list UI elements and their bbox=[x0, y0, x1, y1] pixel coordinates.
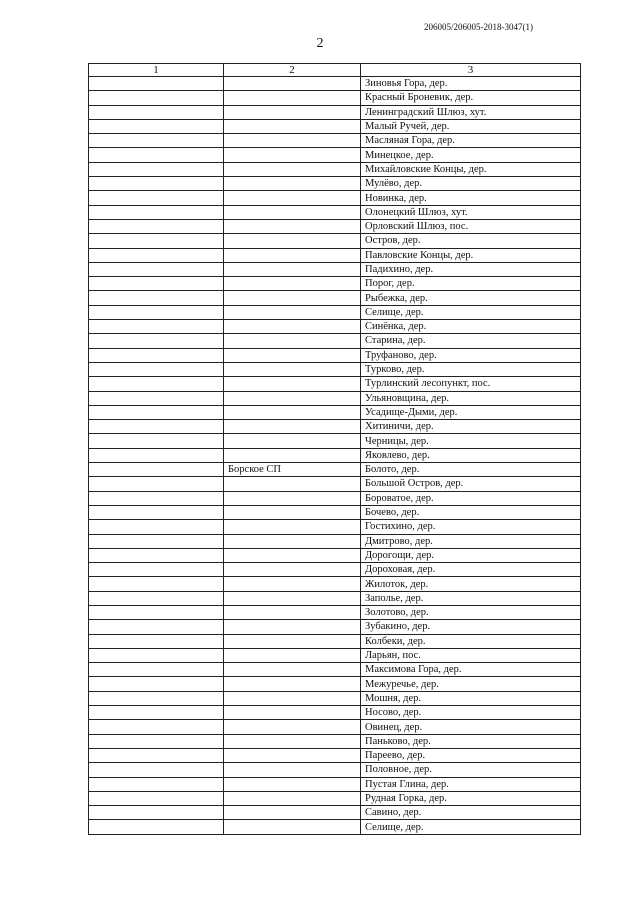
table-cell-col3: Савино, дер. bbox=[361, 806, 581, 820]
table-cell-col1 bbox=[89, 791, 224, 805]
table-cell-col3: Дорогощи, дер. bbox=[361, 548, 581, 562]
table-row bbox=[89, 620, 581, 634]
table-row bbox=[89, 505, 581, 519]
table-row bbox=[89, 191, 581, 205]
table-cell-col1 bbox=[89, 448, 224, 462]
table-cell-col1 bbox=[89, 605, 224, 619]
table-cell-col3: Турково, дер. bbox=[361, 362, 581, 376]
table-row bbox=[89, 577, 581, 591]
table-cell-col3: Максимова Гора, дер. bbox=[361, 663, 581, 677]
table-cell-col3: Зубакино, дер. bbox=[361, 620, 581, 634]
table-cell-col1 bbox=[89, 734, 224, 748]
table-cell-col1 bbox=[89, 219, 224, 233]
table-cell-col1 bbox=[89, 362, 224, 376]
table-row bbox=[89, 706, 581, 720]
table-row bbox=[89, 248, 581, 262]
table-cell-col3: Черницы, дер. bbox=[361, 434, 581, 448]
table-cell-col2 bbox=[224, 248, 361, 262]
column-header-3: 3 bbox=[361, 64, 581, 77]
table-cell-col3: Малый Ручей, дер. bbox=[361, 119, 581, 133]
table-row bbox=[89, 548, 581, 562]
table-cell-col3: Новинка, дер. bbox=[361, 191, 581, 205]
table-cell-col2 bbox=[224, 648, 361, 662]
table-cell-col2 bbox=[224, 734, 361, 748]
table-cell-col1 bbox=[89, 577, 224, 591]
table-row bbox=[89, 448, 581, 462]
table-cell-col1 bbox=[89, 563, 224, 577]
table-row bbox=[89, 305, 581, 319]
table-cell-col3: Порог, дер. bbox=[361, 277, 581, 291]
table-cell-col1 bbox=[89, 663, 224, 677]
table-cell-col1 bbox=[89, 706, 224, 720]
table-row bbox=[89, 663, 581, 677]
table-cell-col1 bbox=[89, 291, 224, 305]
table-cell-col1 bbox=[89, 634, 224, 648]
table-cell-col3: Селище, дер. bbox=[361, 820, 581, 834]
table-cell-col2 bbox=[224, 720, 361, 734]
table-row bbox=[89, 777, 581, 791]
table-cell-col3: Заполье, дер. bbox=[361, 591, 581, 605]
table-row bbox=[89, 148, 581, 162]
table-cell-col2 bbox=[224, 491, 361, 505]
table-cell-col3: Олонецкий Шлюз, хут. bbox=[361, 205, 581, 219]
table-cell-col2 bbox=[224, 320, 361, 334]
table-cell-col2 bbox=[224, 148, 361, 162]
table-cell-col1 bbox=[89, 420, 224, 434]
table-cell-col2 bbox=[224, 205, 361, 219]
table-cell-col2 bbox=[224, 134, 361, 148]
table-cell-col3: Рыбежка, дер. bbox=[361, 291, 581, 305]
table-row bbox=[89, 420, 581, 434]
table-row bbox=[89, 477, 581, 491]
table-cell-col2 bbox=[224, 677, 361, 691]
table-cell-col1 bbox=[89, 305, 224, 319]
table-cell-col3: Старина, дер. bbox=[361, 334, 581, 348]
table-cell-col1 bbox=[89, 777, 224, 791]
table-cell-col3: Пареево, дер. bbox=[361, 748, 581, 762]
table-cell-col1 bbox=[89, 820, 224, 834]
table-cell-col1 bbox=[89, 648, 224, 662]
table-cell-col3: Павловские Концы, дер. bbox=[361, 248, 581, 262]
table-cell-col3: Ларьян, пос. bbox=[361, 648, 581, 662]
table-cell-col2 bbox=[224, 191, 361, 205]
table-row bbox=[89, 563, 581, 577]
settlements-table bbox=[88, 63, 581, 835]
table-cell-col2 bbox=[224, 748, 361, 762]
column-header-2: 2 bbox=[224, 64, 361, 77]
table-cell-col1 bbox=[89, 806, 224, 820]
table-cell-col2 bbox=[224, 262, 361, 276]
table-cell-col2 bbox=[224, 534, 361, 548]
table-cell-col3: Паньково, дер. bbox=[361, 734, 581, 748]
table-row bbox=[89, 377, 581, 391]
table-cell-col3: Большой Остров, дер. bbox=[361, 477, 581, 491]
table-row bbox=[89, 691, 581, 705]
table-cell-col2 bbox=[224, 577, 361, 591]
table-cell-col3: Минецкое, дер. bbox=[361, 148, 581, 162]
table-row bbox=[89, 605, 581, 619]
table-row bbox=[89, 391, 581, 405]
table-cell-col2: Борское СП bbox=[224, 463, 361, 477]
table-row bbox=[89, 262, 581, 276]
table-cell-col3: Яковлево, дер. bbox=[361, 448, 581, 462]
table-cell-col1 bbox=[89, 277, 224, 291]
table-cell-col3: Усадище-Дыми, дер. bbox=[361, 405, 581, 419]
table-cell-col1 bbox=[89, 320, 224, 334]
table-cell-col2 bbox=[224, 605, 361, 619]
table-cell-col3: Михайловские Концы, дер. bbox=[361, 162, 581, 176]
table-cell-col3: Гостихино, дер. bbox=[361, 520, 581, 534]
table-cell-col2 bbox=[224, 334, 361, 348]
table-cell-col3: Дмитрово, дер. bbox=[361, 534, 581, 548]
table-cell-col3: Красный Броневик, дер. bbox=[361, 91, 581, 105]
table-cell-col1 bbox=[89, 377, 224, 391]
table-cell-col1 bbox=[89, 548, 224, 562]
table-row bbox=[89, 362, 581, 376]
table-row bbox=[89, 591, 581, 605]
table-cell-col2 bbox=[224, 820, 361, 834]
table-cell-col3: Труфаново, дер. bbox=[361, 348, 581, 362]
table-cell-col2 bbox=[224, 177, 361, 191]
table-cell-col3: Рудная Горка, дер. bbox=[361, 791, 581, 805]
table-cell-col3: Носово, дер. bbox=[361, 706, 581, 720]
table-cell-col2 bbox=[224, 448, 361, 462]
table-cell-col2 bbox=[224, 591, 361, 605]
table-cell-col1 bbox=[89, 348, 224, 362]
table-cell-col3: Болото, дер. bbox=[361, 463, 581, 477]
table-cell-col2 bbox=[224, 391, 361, 405]
table-cell-col1 bbox=[89, 520, 224, 534]
table-cell-col2 bbox=[224, 277, 361, 291]
table-cell-col2 bbox=[224, 634, 361, 648]
column-header-1: 1 bbox=[89, 64, 224, 77]
table-cell-col2 bbox=[224, 563, 361, 577]
table-cell-col1 bbox=[89, 505, 224, 519]
table-row bbox=[89, 162, 581, 176]
table-row bbox=[89, 348, 581, 362]
table-row bbox=[89, 177, 581, 191]
table-header-row bbox=[89, 64, 581, 77]
table-row bbox=[89, 405, 581, 419]
table-cell-col1 bbox=[89, 391, 224, 405]
table-row bbox=[89, 734, 581, 748]
table-cell-col1 bbox=[89, 148, 224, 162]
table-cell-col2 bbox=[224, 763, 361, 777]
table-cell-col1 bbox=[89, 477, 224, 491]
table-cell-col2 bbox=[224, 405, 361, 419]
table-cell-col3: Жилоток, дер. bbox=[361, 577, 581, 591]
table-cell-col2 bbox=[224, 420, 361, 434]
table-body bbox=[89, 64, 581, 835]
table-cell-col2 bbox=[224, 377, 361, 391]
table-cell-col2 bbox=[224, 77, 361, 91]
table-cell-col1 bbox=[89, 105, 224, 119]
table-cell-col3: Ульяновщина, дер. bbox=[361, 391, 581, 405]
table-cell-col3: Ленинградский Шлюз, хут. bbox=[361, 105, 581, 119]
table-cell-col1 bbox=[89, 334, 224, 348]
table-row bbox=[89, 534, 581, 548]
table-row bbox=[89, 291, 581, 305]
table-cell-col1 bbox=[89, 191, 224, 205]
table-row bbox=[89, 205, 581, 219]
table-cell-col1 bbox=[89, 534, 224, 548]
table-cell-col1 bbox=[89, 177, 224, 191]
table-cell-col1 bbox=[89, 77, 224, 91]
table-cell-col2 bbox=[224, 305, 361, 319]
table-cell-col3: Половное, дер. bbox=[361, 763, 581, 777]
table-cell-col3: Зиновья Гора, дер. bbox=[361, 77, 581, 91]
table-cell-col2 bbox=[224, 548, 361, 562]
table-row bbox=[89, 648, 581, 662]
table-cell-col1 bbox=[89, 763, 224, 777]
table-cell-col1 bbox=[89, 162, 224, 176]
table-cell-col2 bbox=[224, 620, 361, 634]
table-cell-col2 bbox=[224, 291, 361, 305]
table-row bbox=[89, 806, 581, 820]
table-cell-col2 bbox=[224, 162, 361, 176]
table-cell-col3: Бочево, дер. bbox=[361, 505, 581, 519]
table-cell-col3: Масляная Гора, дер. bbox=[361, 134, 581, 148]
table-cell-col1 bbox=[89, 720, 224, 734]
table-cell-col1 bbox=[89, 405, 224, 419]
table-cell-col1 bbox=[89, 677, 224, 691]
table-row bbox=[89, 634, 581, 648]
table-cell-col2 bbox=[224, 706, 361, 720]
table-row bbox=[89, 134, 581, 148]
table-row bbox=[89, 334, 581, 348]
table-cell-col1 bbox=[89, 248, 224, 262]
table-row bbox=[89, 219, 581, 233]
table-row bbox=[89, 91, 581, 105]
table-row bbox=[89, 105, 581, 119]
table-cell-col1 bbox=[89, 234, 224, 248]
table-cell-col3: Селище, дер. bbox=[361, 305, 581, 319]
table-row bbox=[89, 434, 581, 448]
table-row bbox=[89, 77, 581, 91]
table-cell-col2 bbox=[224, 520, 361, 534]
table-row bbox=[89, 119, 581, 133]
table-row bbox=[89, 820, 581, 834]
table-cell-col3: Пустая Глина, дер. bbox=[361, 777, 581, 791]
table-cell-col2 bbox=[224, 91, 361, 105]
table-row bbox=[89, 234, 581, 248]
table-cell-col1 bbox=[89, 463, 224, 477]
table-cell-col3: Мулёво, дер. bbox=[361, 177, 581, 191]
table-cell-col2 bbox=[224, 777, 361, 791]
table-cell-col2 bbox=[224, 119, 361, 133]
table-cell-col2 bbox=[224, 691, 361, 705]
table-row bbox=[89, 763, 581, 777]
table-cell-col3: Синёнка, дер. bbox=[361, 320, 581, 334]
table-row bbox=[89, 677, 581, 691]
table-cell-col2 bbox=[224, 105, 361, 119]
table-cell-col2 bbox=[224, 234, 361, 248]
table-cell-col2 bbox=[224, 219, 361, 233]
table-cell-col2 bbox=[224, 362, 361, 376]
table-row bbox=[89, 748, 581, 762]
table-row bbox=[89, 277, 581, 291]
table-row bbox=[89, 491, 581, 505]
table-cell-col2 bbox=[224, 348, 361, 362]
table-cell-col2 bbox=[224, 791, 361, 805]
table-cell-col1 bbox=[89, 205, 224, 219]
table-cell-col3: Колбеки, дер. bbox=[361, 634, 581, 648]
table-cell-col3: Золотово, дер. bbox=[361, 605, 581, 619]
table-cell-col3: Остров, дер. bbox=[361, 234, 581, 248]
table-row bbox=[89, 520, 581, 534]
table-cell-col2 bbox=[224, 434, 361, 448]
table-cell-col3: Дороховая, дер. bbox=[361, 563, 581, 577]
table-cell-col1 bbox=[89, 434, 224, 448]
table-cell-col3: Хитиничи, дер. bbox=[361, 420, 581, 434]
table-cell-col3: Турлинский лесопункт, пос. bbox=[361, 377, 581, 391]
table-cell-col3: Падихино, дер. bbox=[361, 262, 581, 276]
table-row bbox=[89, 720, 581, 734]
table-cell-col3: Овинец, дер. bbox=[361, 720, 581, 734]
table-row bbox=[89, 463, 581, 477]
page-number: 2 bbox=[316, 36, 324, 51]
table-cell-col1 bbox=[89, 691, 224, 705]
table-cell-col3: Мошня, дер. bbox=[361, 691, 581, 705]
table-cell-col2 bbox=[224, 505, 361, 519]
table-cell-col2 bbox=[224, 663, 361, 677]
table-row bbox=[89, 320, 581, 334]
table-cell-col3: Межуречье, дер. bbox=[361, 677, 581, 691]
table-cell-col1 bbox=[89, 748, 224, 762]
table-cell-col3: Орловский Шлюз, пос. bbox=[361, 219, 581, 233]
table-cell-col1 bbox=[89, 134, 224, 148]
table-cell-col3: Бороватое, дер. bbox=[361, 491, 581, 505]
table-cell-col1 bbox=[89, 262, 224, 276]
table-cell-col2 bbox=[224, 477, 361, 491]
document-id: 206005/206005-2018-3047(1) bbox=[424, 22, 533, 32]
table-row bbox=[89, 791, 581, 805]
table-cell-col1 bbox=[89, 119, 224, 133]
table-cell-col1 bbox=[89, 491, 224, 505]
table-cell-col1 bbox=[89, 620, 224, 634]
table-cell-col1 bbox=[89, 591, 224, 605]
table-cell-col1 bbox=[89, 91, 224, 105]
table-cell-col2 bbox=[224, 806, 361, 820]
